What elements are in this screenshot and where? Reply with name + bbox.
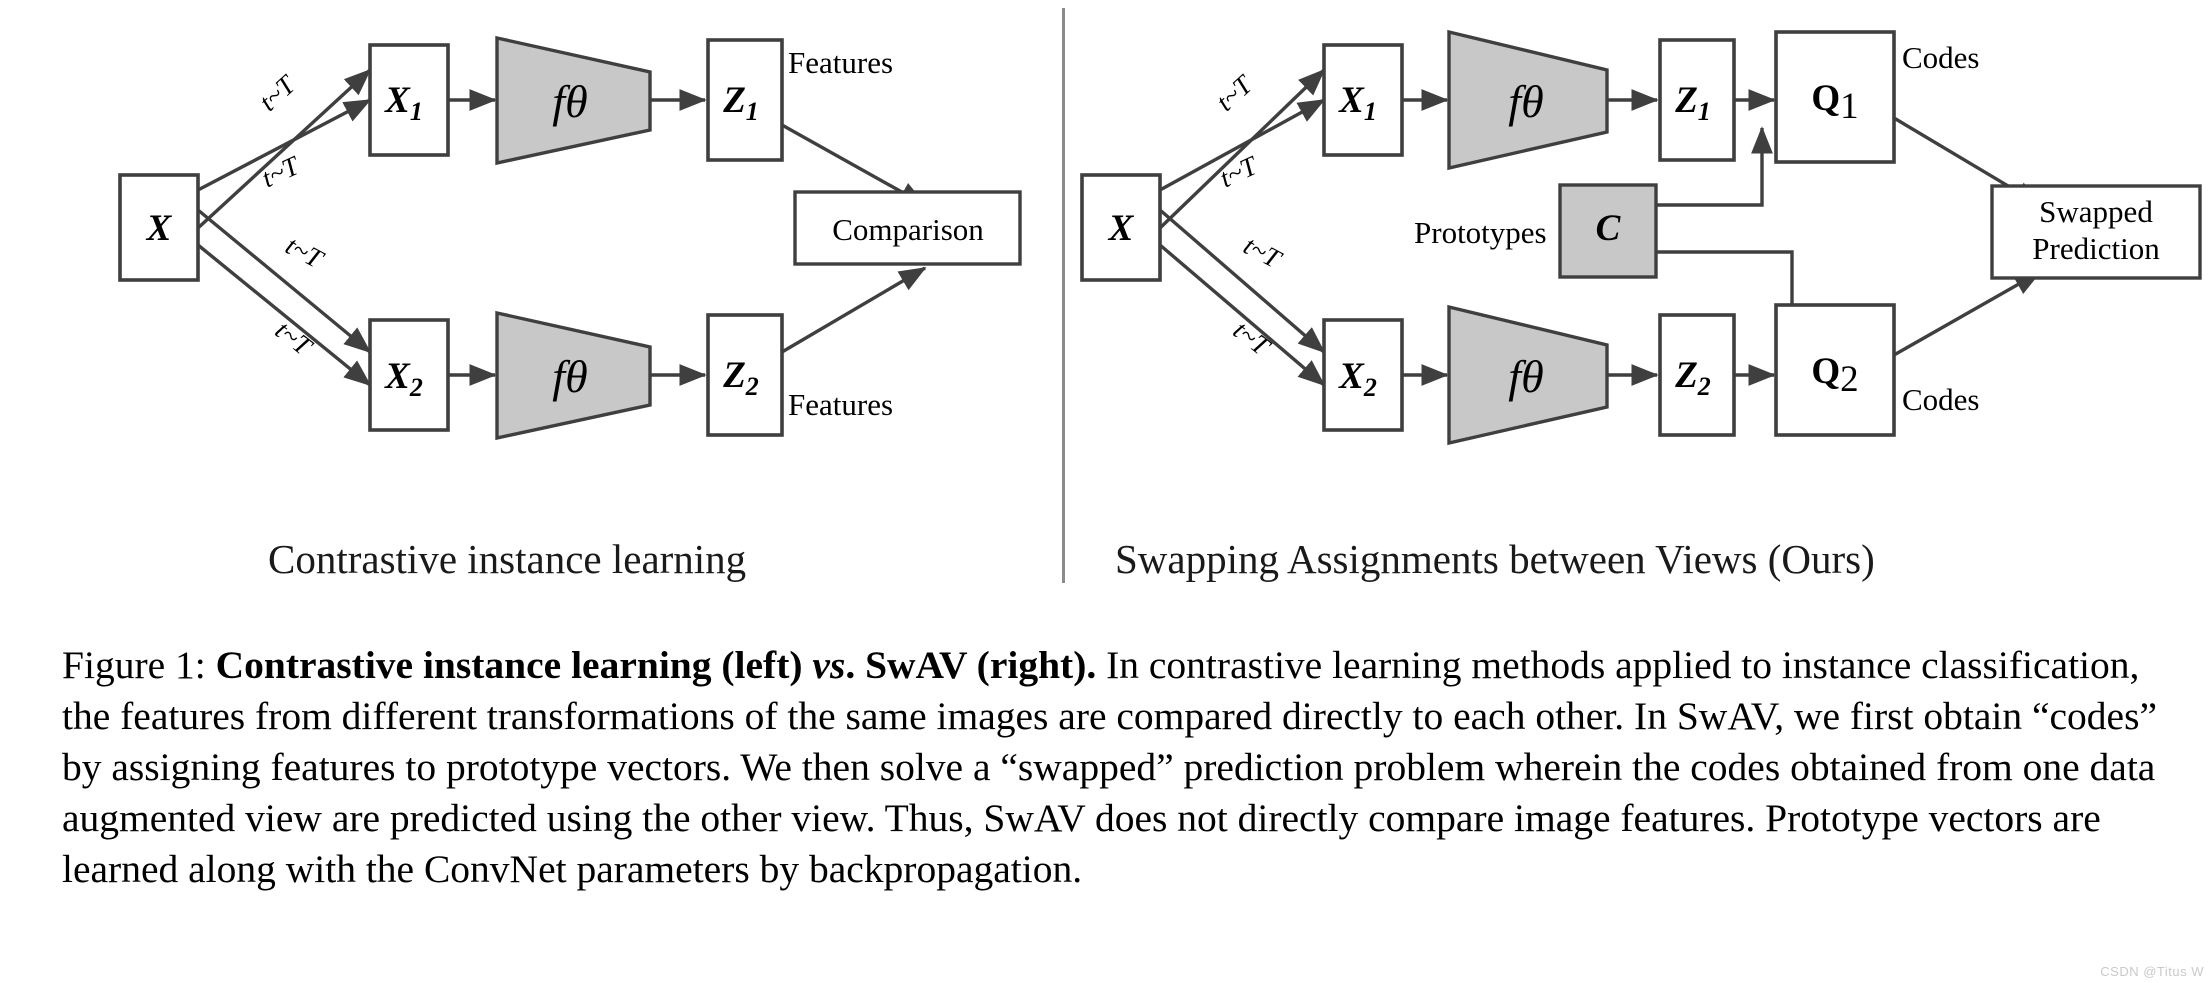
left-panel-caption: Contrastive instance learning (268, 536, 747, 582)
right-code1-node (1776, 32, 1894, 162)
watermark: CSDN @Titus W (2100, 964, 2204, 979)
left-view1-node (370, 45, 448, 155)
left-features-bottom-label: Features (788, 387, 894, 422)
figure-caption (62, 640, 2162, 895)
right-view2-sub: 2 (1363, 373, 1377, 402)
right-code1-label: Q (1811, 78, 1841, 119)
left-feature2-node (708, 315, 782, 435)
right-edge-label-1: t~T (1210, 69, 1258, 117)
left-edge-label-1: t~T (253, 69, 301, 117)
right-prototypes-node (1560, 185, 1656, 277)
right-swapped-line2: Prediction (2032, 231, 2160, 266)
left-feature2-label: Z (723, 355, 746, 396)
left-encoder1-node (497, 38, 650, 163)
right-code2-label: Q (1811, 351, 1841, 392)
right-swapped-line1: Swapped (2039, 194, 2153, 229)
left-feature1-label: Z (723, 80, 746, 121)
contrastive-instance-learning-diagram (0, 0, 1062, 600)
right-panel-caption: Swapping Assignments between Views (Ours) (1115, 536, 1875, 582)
left-encoder2-label: fθ (552, 351, 588, 402)
figure-title-bold-2: . SwAV (right). (845, 643, 1097, 687)
left-encoder2-node (497, 313, 650, 438)
right-edge-label-2: t~T (1215, 150, 1262, 194)
right-feature2-sub: 2 (1697, 372, 1711, 401)
right-feature1-sub: 1 (1697, 97, 1711, 126)
left-view2-label: X (385, 356, 410, 397)
right-view2-label: X (1339, 356, 1364, 397)
right-feature2-node (1660, 315, 1734, 435)
figure-number: Figure 1: (62, 643, 206, 687)
right-input-node (1082, 175, 1160, 280)
right-prototypes-side-label: Prototypes (1414, 215, 1547, 250)
left-feature1-node (708, 40, 782, 160)
left-edge-label-2: t~T (257, 150, 304, 194)
right-view1-label: X (1339, 80, 1364, 121)
left-feature2-sub: 2 (745, 372, 759, 401)
figure-title-bold-1: Contrastive instance learning (left) (215, 643, 803, 687)
right-feature1-node (1660, 40, 1734, 160)
right-codes-bottom-label: Codes (1902, 382, 1980, 417)
left-view1-sub: 1 (409, 97, 423, 126)
left-view2-node (370, 320, 448, 430)
right-edge-label-4: t~T (1227, 314, 1276, 362)
left-input-label: X (146, 208, 172, 249)
left-edge-label-3: t~T (280, 230, 328, 275)
left-features-top-label: Features (788, 45, 894, 80)
figure-body: In contrastive learning methods applied to instance classification, the features from different transformations of the same images are compared directly to each other. In SwAV, we first obtain “codes” by assigning features to prototype vectors. We then solve a “swapped” prediction problem wherein the codes obtained from one data augmented view are predicted using the other view. Thus, SwAV does not directly compare image features. Prototype vectors are learned along with the ConvNet parameters by backpropagation. (62, 643, 2157, 891)
right-feature2-label: Z (1675, 355, 1698, 396)
right-code2-node (1776, 305, 1894, 435)
right-encoder2-node (1449, 307, 1607, 443)
right-code2-sub: 2 (1840, 359, 1859, 400)
figure-title-italic: vs (812, 643, 846, 687)
left-encoder1-label: fθ (552, 76, 588, 127)
left-feature1-sub: 1 (745, 97, 759, 126)
left-comparison-node (795, 192, 1020, 264)
left-edge-label-4: t~T (269, 314, 318, 362)
swav-diagram (1062, 0, 2212, 600)
left-view1-label: X (385, 80, 410, 121)
right-view2-node (1324, 320, 1402, 430)
left-view2-sub: 2 (409, 373, 423, 402)
right-feature1-label: Z (1675, 80, 1698, 121)
right-prototypes-label: C (1595, 208, 1621, 249)
right-input-label: X (1108, 208, 1134, 249)
right-code1-sub: 1 (1840, 86, 1859, 127)
right-swapped-prediction-node (1992, 186, 2200, 278)
right-edge-label-3: t~T (1238, 230, 1286, 275)
left-input-node (120, 175, 198, 280)
right-codes-top-label: Codes (1902, 40, 1980, 75)
left-comparison-label: Comparison (832, 212, 984, 247)
right-encoder1-node (1449, 32, 1607, 168)
right-encoder2-label: fθ (1508, 351, 1544, 402)
right-view1-node (1324, 45, 1402, 155)
right-encoder1-label: fθ (1508, 76, 1544, 127)
right-view1-sub: 1 (1363, 97, 1377, 126)
